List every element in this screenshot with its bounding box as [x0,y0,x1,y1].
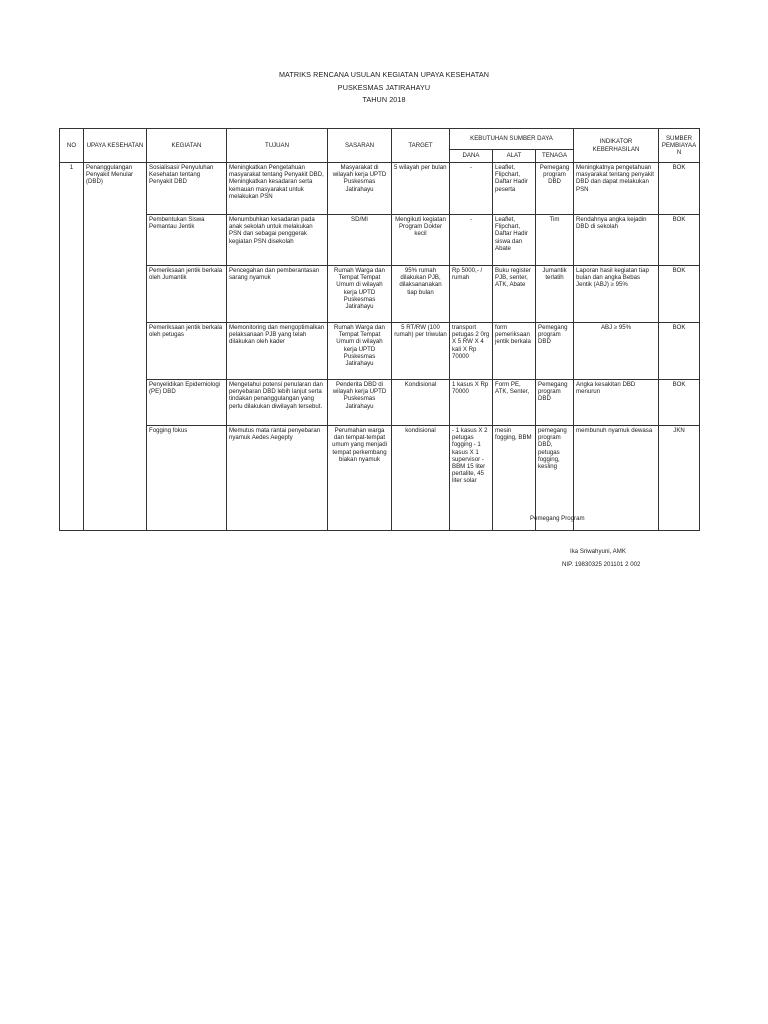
cell-tujuan: Memutus mata rantai penyebaran nyamuk Aedes Aegepty [227,426,328,531]
cell-tujuan: Menumbuhkan kesadaran pada anak sekolah untuk melakukan PSN dan sebagai penggerak kegiatan PSN disekolah [227,215,328,266]
cell-tenaga: Pemegang program DBD [536,380,574,426]
cell-tenaga: Pemegang program DBD [536,323,574,380]
cell-target: Mengikuti kegiatan Program Dokter kecil [392,215,450,266]
cell-kegiatan: Penyelidikan Epidemiologi (PE) DBD [147,380,227,426]
cell-sasaran: Rumah Warga dan Tempat Tempat Umum di wilayah kerja UPTD Puskesmas Jatirahayu [328,323,392,380]
cell-target: kondisional [392,426,450,531]
cell-kegiatan: Pembentukan Siswa Pemantau Jentik [147,215,227,266]
cell-alat: Leaflet, Flipchart, Daftar Hadir siswa dan Abate [493,215,536,266]
cell-tenaga: Jumantik terlatih [536,266,574,323]
cell-alat: form pemeriksaan jentik berkala [493,323,536,380]
cell-tenaga: Pemegang program DBD [536,163,574,215]
header-alat: ALAT [493,150,536,163]
table-row [60,380,700,426]
header-upaya: UPAYA KESEHATAN [84,129,147,163]
cell-sumber: BOK [659,323,700,380]
cell-tujuan: Mengetahui potensi penularan dan penyebaran DBD lebih lanjut serta tindakan penanggulangan yang perlu dilakukan diwilayah tersebut. [227,380,328,426]
cell-alat: Form PE, ATK, Senter, [493,380,536,426]
cell-sumber: BOK [659,380,700,426]
cell-dana: Rp 5000,- / rumah [450,266,493,323]
cell-sasaran: SD/MI [328,215,392,266]
cell-dana: - [450,163,493,215]
header-tujuan: TUJUAN [227,129,328,163]
cell-target: 95% rumah dilakukan PJB, dilaksananakan tiap bulan [392,266,450,323]
cell-tenaga: Tim [536,215,574,266]
header-tenaga: TENAGA [536,150,574,163]
cell-sasaran: Perumahan warga dan tempat-tempat umum yang menjadi tempat perkembang biakan nyamuk [328,426,392,531]
cell-target: 5 RT/RW (100 rumah) per triwulan [392,323,450,380]
table-row [60,266,700,323]
header-target: TARGET [392,129,450,163]
cell-target: 5 wilayah per bulan [392,163,450,215]
header-kegiatan: KEGIATAN [147,129,227,163]
cell-tenaga: pemegang program DBD, petugas fogging, kesling [536,426,574,531]
cell-indikator: ABJ ≥ 95% [574,323,659,380]
title-line-3: TAHUN 2018 [362,95,406,104]
cell-alat: mesin fogging, BBM [493,426,536,531]
cell-indikator: Angka kesakitan DBD menurun [574,380,659,426]
signature-name: Ika Sriwahyuni, AMK [570,548,626,555]
table-row [60,215,700,266]
cell-kegiatan: Fogging fokus [147,426,227,531]
table-header-row [60,129,700,150]
cell-dana: 1 kasus X Rp 70000 [450,380,493,426]
cell-alat: Leaflet, Flipchart, Daftar Hadir peserta [493,163,536,215]
document-title [0,69,768,107]
header-sumber: SUMBER PEMBIAYAAN [659,129,700,163]
cell-indikator: membunuh nyamuk dewasa [574,426,659,531]
cell-dana: transport petugas 2 0rg X 5 RW X 4 kali X Rp 70000 [450,323,493,380]
header-sasaran: SASARAN [328,129,392,163]
header-dana: DANA [450,150,493,163]
cell-sasaran: Masyarakat di wilayah kerja UPTD Puskesmas Jatirahayu [328,163,392,215]
cell-kegiatan: Pemeriksaan jentik berkala oleh petugas [147,323,227,380]
cell-sumber: BOK [659,266,700,323]
cell-target: Kondisional [392,380,450,426]
header-no: NO [60,129,84,163]
cell-sumber: JKN [659,426,700,531]
title-line-2: PUSKESMAS JATIRAHAYU [337,82,431,92]
cell-sasaran: Penderita DBD di wilayah kerja UPTD Puskesmas Jatirahayu [328,380,392,426]
title-line-1: MATRIKS RENCANA USULAN KEGIATAN UPAYA KESEHATAN [278,70,490,79]
cell-tujuan: Meningkatkan Pengetahuan masyarakat tentang Penyakit DBD, Meningkatkan kesadaran serta kemauan masyarakat untuk melakukan PSN [227,163,328,215]
cell-indikator: Rendahnya angka kejadin DBD di sekolah [574,215,659,266]
cell-indikator: Meningkatnya pengetahuan masyarakat tentang penyakit DBD dan dapat melakukan PSN [574,163,659,215]
signature-nip: NIP. 19830325 201101 2 002 [562,561,641,568]
activity-matrix-table [59,128,700,531]
cell-dana: - 1 kasus X 2 petugas fogging - 1 kasus X 1 supervisor - BBM 15 liter pertalite, 45 liter solar [450,426,493,531]
cell-sumber: BOK [659,215,700,266]
header-indikator: INDIKATOR KEBERHASILAN [574,129,659,163]
cell-dana: - [450,215,493,266]
cell-upaya: Penanggulangan Penyakit Menular (DBD) [84,163,147,531]
cell-tujuan: Pencegahan dan pemberantasan sarang nyamuk [227,266,328,323]
cell-kegiatan: Sosialisasi/ Penyuluhan Kesehatan tentang Penyakit DBD [147,163,227,215]
cell-alat: Buku register PJB, senter, ATK, Abate [493,266,536,323]
table-row [60,323,700,380]
cell-indikator: Laporan hasil kegiatan tiap bulan dan angka Bebas Jentik (ABJ) ≥ 95% [574,266,659,323]
table-row [60,163,700,215]
cell-no: 1 [60,163,84,531]
cell-tujuan: Memonitoring dan mengoptimalkan pelaksanaan PJB yang telah dilakukan oleh kader [227,323,328,380]
cell-kegiatan: Pemeriksaan jentik berkala oleh Jumantik [147,266,227,323]
cell-sasaran: Rumah Warga dan Tempat Tempat Umum di wilayah kerja UPTD Puskesmas Jatirahayu [328,266,392,323]
cell-sumber: BOK [659,163,700,215]
header-kebutuhan: KEBUTUHAN SUMBER DAYA [450,129,574,150]
signature-role: Pemegang Program [530,515,585,522]
